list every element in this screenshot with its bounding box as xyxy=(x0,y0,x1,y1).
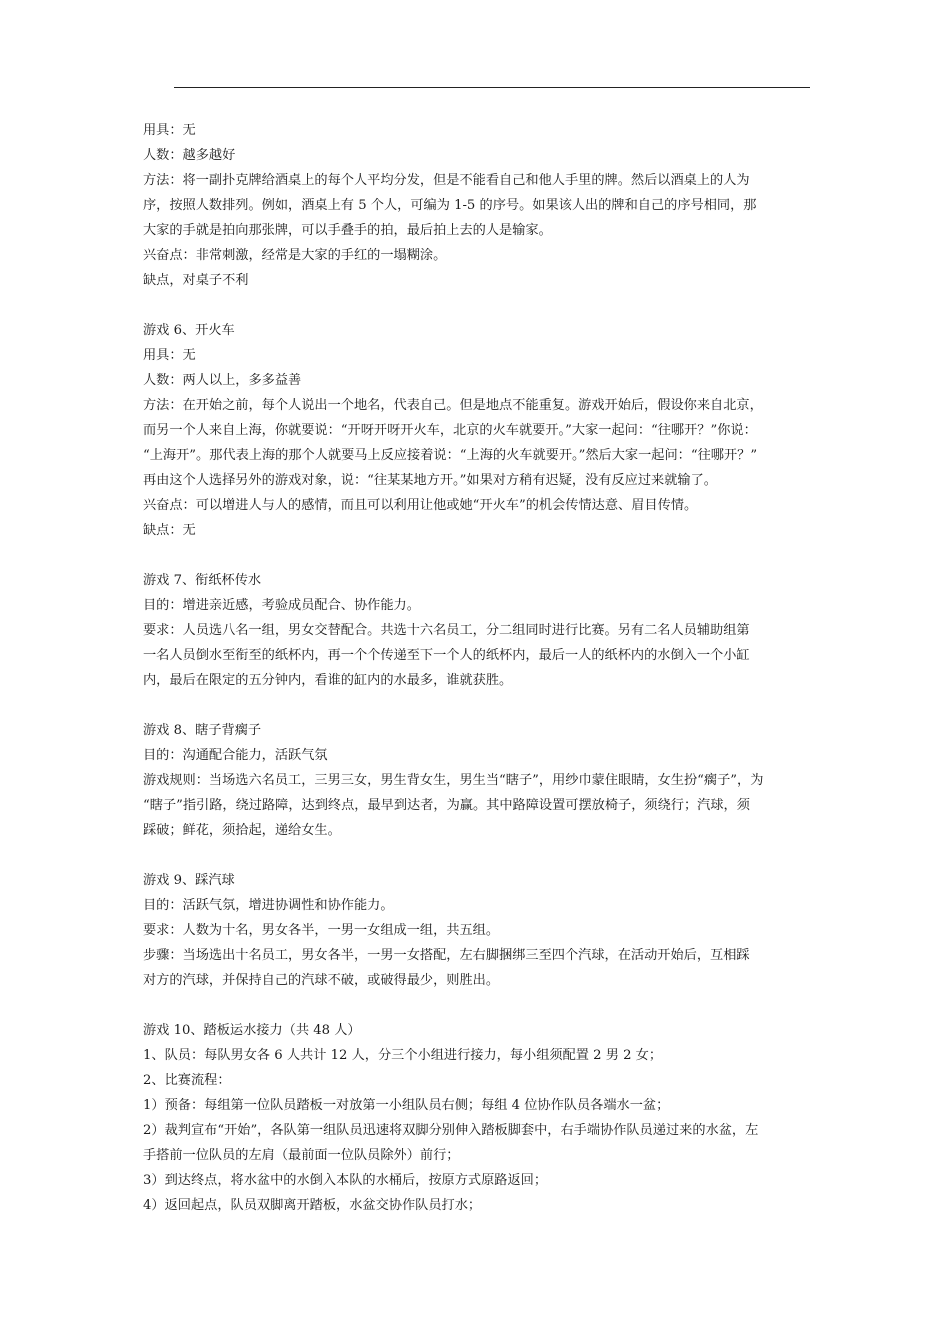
text-line: 踩破；鲜花，须拾起，递给女生。 xyxy=(143,823,341,838)
paragraph-gap xyxy=(143,993,810,1018)
text-line: 序，按照人数排列。例如，酒桌上有 5 个人，可编为 1-5 的序号。如果该人出的牌和自己的序号相同，那 xyxy=(143,198,757,213)
section-title: 游戏 8、瞎子背瘸子 xyxy=(143,723,262,738)
text-line: “上海开”。那代表上海的那个人就要马上反应接着说：“上海的火车就要开。”然后大家一起问：“往哪开？” xyxy=(143,448,758,463)
text-line: 对方的汽球，并保持自己的汽球不破，或破得最少，则胜出。 xyxy=(143,973,500,988)
text-line: 用具：无 xyxy=(143,348,196,363)
text-line: 再由这个人选择另外的游戏对象，说：“往某某地方开。”如果对方稍有迟疑，没有反应过来就输了。 xyxy=(143,473,717,488)
text-line: 兴奋点：非常刺激，经常是大家的手红的一塌糊涂。 xyxy=(143,248,447,263)
text-line: 方法：在开始之前，每个人说出一个地名，代表自己。但是地点不能重复。游戏开始后，假设你来自北京， xyxy=(143,398,763,413)
text-line: 一名人员倒水至衔至的纸杯内，再一个个传递至下一个人的纸杯内，最后一人的纸杯内的水倒入一个小缸 xyxy=(143,648,750,663)
paragraph-gap xyxy=(143,543,810,568)
text-line: “瞎子”指引路，绕过路障，达到终点，最早到达者，为赢。其中路障设置可摆放椅子，须绕行；汽球，须 xyxy=(143,798,750,813)
section-title: 游戏 9、踩汽球 xyxy=(143,873,235,888)
text-line: 2、比赛流程： xyxy=(143,1073,231,1088)
text-line: 手搭前一位队员的左肩（最前面一位队员除外）前行； xyxy=(143,1148,460,1163)
section-title: 游戏 6、开火车 xyxy=(143,323,235,338)
text-line: 大家的手就是拍向那张牌，可以手叠手的拍，最后拍上去的人是输家。 xyxy=(143,223,552,238)
text-line: 目的：活跃气氛，增进协调性和协作能力。 xyxy=(143,898,394,913)
section-title: 游戏 10、踏板运水接力（共 48 人） xyxy=(143,1023,361,1038)
text-line: 而另一个人来自上海，你就要说：“开呀开呀开火车，北京的火车就要开。”大家一起问：“往哪开？”你说： xyxy=(143,423,757,438)
text-line: 人数：两人以上，多多益善 xyxy=(143,373,302,388)
paragraph-gap xyxy=(143,693,810,718)
text-line: 人数：越多越好 xyxy=(143,148,236,163)
text-line: 1）预备：每组第一位队员踏板一对放第一小组队员右侧；每组 4 位协作队员各端水一盆； xyxy=(143,1098,670,1113)
paragraph-gap xyxy=(143,293,810,318)
text-line: 目的：沟通配合能力，活跃气氛 xyxy=(143,748,328,763)
text-line: 游戏规则：当场选六名员工，三男三女，男生背女生，男生当“瞎子”，用纱巾蒙住眼睛，女生扮“瘸子”，为 xyxy=(143,773,764,788)
text-line: 用具：无 xyxy=(143,123,196,138)
document-body xyxy=(143,118,810,1218)
text-line: 缺点，对桌子不利 xyxy=(143,273,249,288)
text-line: 缺点：无 xyxy=(143,523,196,538)
text-line: 要求：人员选八名一组，男女交替配合。共选十六名员工，分二组同时进行比赛。另有二名人员辅助组第 xyxy=(143,623,750,638)
text-line: 目的：增进亲近感，考验成员配合、协作能力。 xyxy=(143,598,420,613)
text-line: 1、队员：每队男女各 6 人共计 12 人，分三个小组进行接力，每小组须配置 2 男 2 女； xyxy=(143,1048,663,1063)
text-line: 兴奋点：可以增进人与人的感情，而且可以利用让他或她“开火车”的机会传情达意、眉目传情。 xyxy=(143,498,698,513)
text-line: 3）到达终点，将水盆中的水倒入本队的水桶后，按原方式原路返回； xyxy=(143,1173,548,1188)
paragraph-gap xyxy=(143,843,810,868)
text-line: 4）返回起点，队员双脚离开踏板，水盆交协作队员打水； xyxy=(143,1198,482,1213)
text-line: 内，最后在限定的五分钟内，看谁的缸内的水最多，谁就获胜。 xyxy=(143,673,513,688)
text-line: 要求：人数为十名，男女各半，一男一女组成一组，共五组。 xyxy=(143,923,500,938)
text-line: 2）裁判宣布“开始”，各队第一组队员迅速将双脚分别伸入踏板脚套中，右手端协作队员递过来的水盆，左 xyxy=(143,1123,759,1138)
text-line: 步骤：当场选出十名员工，男女各半，一男一女搭配，左右脚捆绑三至四个汽球，在活动开始后，互相踩 xyxy=(143,948,750,963)
text-line: 方法：将一副扑克牌给酒桌上的每个人平均分发，但是不能看自己和他人手里的牌。然后以酒桌上的人为 xyxy=(143,173,750,188)
section-title: 游戏 7、衔纸杯传水 xyxy=(143,573,262,588)
header-rule xyxy=(174,87,810,88)
